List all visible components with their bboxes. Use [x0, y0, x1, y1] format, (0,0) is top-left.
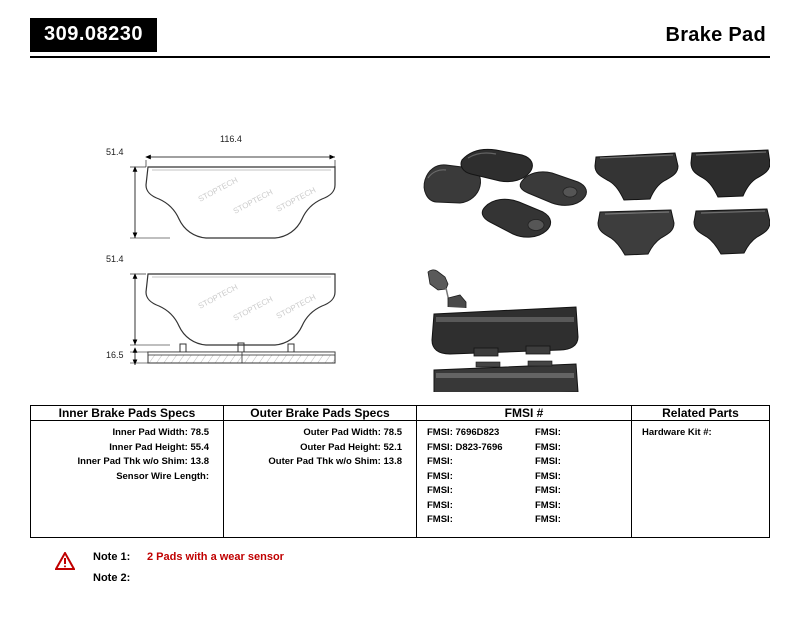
column-header-related-parts: Related Parts — [632, 406, 770, 421]
spec-row-inner-height — [37, 441, 217, 456]
fmsi-label: FMSI: — [535, 470, 561, 482]
spec-row-sensor-wire-length — [37, 470, 217, 485]
part-number: 309.08230 — [30, 18, 157, 52]
fmsi-label: FMSI: — [535, 499, 561, 511]
spec-row-inner-thickness — [37, 455, 217, 470]
fmsi-right — [535, 499, 625, 514]
dimension-label-thickness: 16.5 — [106, 350, 124, 360]
page-title: Brake Pad — [665, 24, 766, 46]
spec-value: 78.5 — [190, 427, 209, 438]
fmsi-left — [423, 426, 535, 441]
fmsi-label: FMSI: — [535, 441, 561, 453]
fmsi-right — [535, 455, 625, 470]
fmsi-row — [423, 499, 625, 514]
column-header-fmsi: FMSI # — [417, 406, 632, 421]
spec-row-outer-thickness — [230, 455, 410, 470]
column-header-outer-specs: Outer Brake Pads Specs — [224, 406, 417, 421]
spec-row-outer-width — [230, 426, 410, 441]
fmsi-label: FMSI: — [427, 427, 453, 438]
spec-value: 55.4 — [190, 441, 209, 453]
fmsi-left — [423, 499, 535, 514]
fmsi-label: FMSI: — [535, 485, 561, 496]
related-part-hardware-kit — [638, 426, 763, 441]
note-row-2 — [55, 572, 555, 593]
fmsi-label: FMSI: — [427, 441, 453, 453]
svg-text:STOPTECH: STOPTECH — [231, 187, 275, 216]
fmsi-left — [423, 513, 535, 528]
fmsi-value: D823-7696 — [455, 441, 503, 453]
fmsi-left — [423, 441, 535, 456]
photo-pad-cluster-left — [424, 149, 586, 237]
spec-label: Sensor Wire Length: — [116, 470, 209, 482]
note-row-1 — [55, 551, 555, 572]
warning-icon — [55, 552, 75, 570]
note-2-label: Note 2: — [93, 572, 131, 584]
fmsi-label: FMSI: — [427, 485, 453, 496]
cell-outer-specs — [224, 421, 417, 538]
table-body-row — [31, 421, 770, 538]
spec-value: 13.8 — [383, 456, 402, 467]
fmsi-right — [535, 426, 625, 441]
related-label: Hardware Kit #: — [642, 427, 712, 438]
pad-outline-top — [146, 167, 335, 238]
fmsi-label: FMSI: — [427, 499, 453, 511]
svg-text:STOPTECH: STOPTECH — [231, 294, 275, 323]
dimension-label-top-width: 116.4 — [220, 134, 242, 144]
note-1-label: Note 1: — [93, 551, 131, 563]
spec-row-inner-width — [37, 426, 217, 441]
svg-text:STOPTECH: STOPTECH — [196, 175, 240, 204]
dimension-label-top-height: 51.4 — [106, 147, 124, 157]
page-header — [30, 18, 770, 58]
technical-drawing — [30, 62, 770, 392]
fmsi-right — [535, 513, 625, 528]
spec-label: Outer Pad Thk w/o Shim: — [268, 456, 381, 467]
pad-outline-edge — [148, 343, 335, 363]
svg-text:STOPTECH: STOPTECH — [196, 282, 240, 311]
spec-value: 78.5 — [383, 427, 402, 438]
fmsi-label: FMSI: — [535, 456, 561, 467]
fmsi-left — [423, 484, 535, 499]
dimension-label-middle-height: 51.4 — [106, 254, 124, 264]
fmsi-row — [423, 513, 625, 528]
dimension-thickness — [130, 348, 148, 365]
note-1-value: 2 Pads with a wear sensor — [147, 551, 284, 563]
spec-value: 52.1 — [383, 441, 402, 453]
spec-label: Inner Pad Width: — [112, 427, 188, 438]
table-header-row — [31, 406, 770, 421]
fmsi-label: FMSI: — [535, 514, 561, 525]
cell-inner-specs — [31, 421, 224, 538]
spec-label: Inner Pad Height: — [109, 441, 188, 453]
column-header-inner-specs: Inner Brake Pads Specs — [31, 406, 224, 421]
photo-pad-edge-views — [428, 270, 578, 392]
fmsi-row — [423, 441, 625, 456]
spec-label: Inner Pad Thk w/o Shim: — [77, 456, 188, 467]
drawing-svg — [30, 62, 770, 392]
cell-fmsi — [417, 421, 632, 538]
notes-section — [55, 551, 555, 593]
fmsi-right — [535, 441, 625, 456]
fmsi-row — [423, 470, 625, 485]
specs-table — [30, 405, 770, 538]
fmsi-row — [423, 455, 625, 470]
svg-text:STOPTECH: STOPTECH — [274, 185, 318, 214]
fmsi-right — [535, 470, 625, 485]
fmsi-left — [423, 470, 535, 485]
photo-pad-set-right — [595, 150, 770, 255]
cell-related-parts — [632, 421, 770, 538]
spec-label: Outer Pad Height: — [300, 441, 381, 453]
dimension-top-width — [146, 157, 335, 167]
fmsi-label: FMSI: — [427, 470, 453, 482]
fmsi-label: FMSI: — [427, 514, 453, 525]
pad-outline-middle — [146, 274, 335, 345]
fmsi-value: 7696D823 — [455, 427, 500, 438]
svg-text:STOPTECH: STOPTECH — [274, 292, 318, 321]
fmsi-left — [423, 455, 535, 470]
spec-label: Outer Pad Width: — [303, 427, 381, 438]
fmsi-right — [535, 484, 625, 499]
fmsi-row — [423, 484, 625, 499]
fmsi-row — [423, 426, 625, 441]
spec-row-outer-height — [230, 441, 410, 456]
spec-value: 13.8 — [190, 456, 209, 467]
fmsi-label: FMSI: — [535, 427, 561, 438]
fmsi-label: FMSI: — [427, 456, 453, 467]
